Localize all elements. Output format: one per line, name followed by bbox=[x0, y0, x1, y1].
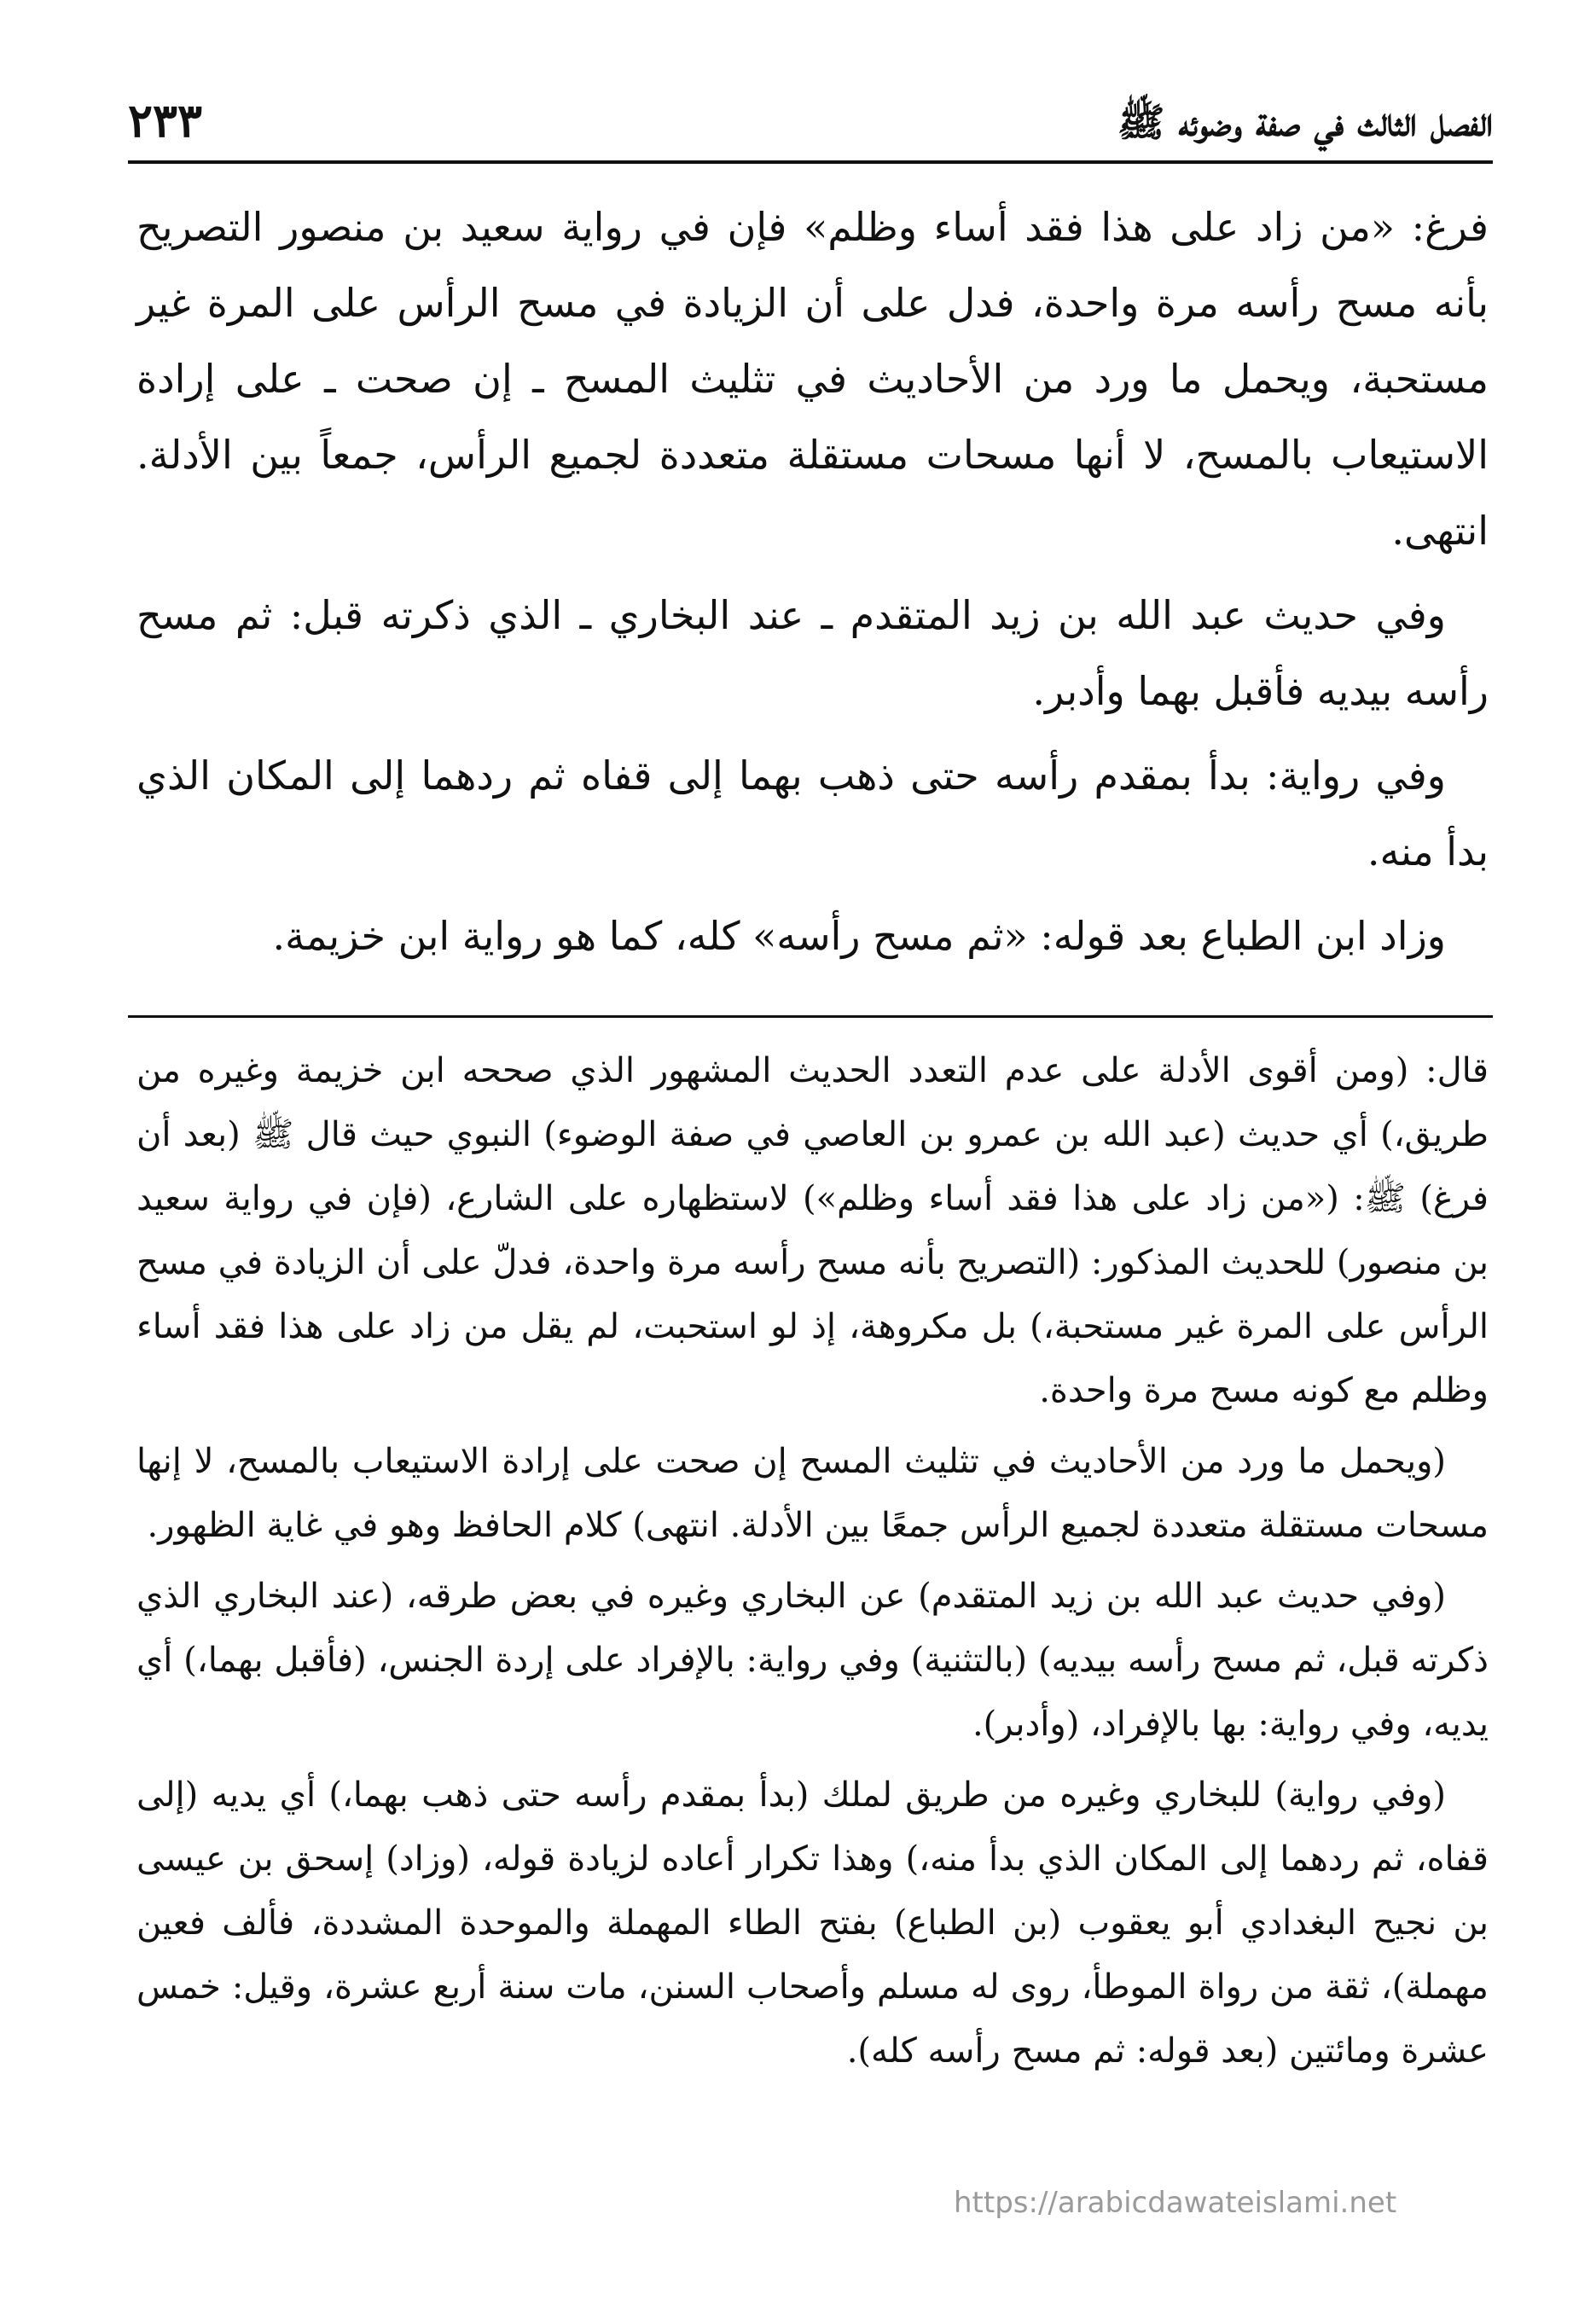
header-rule bbox=[128, 160, 1493, 164]
watermark-url: https://arabicdawateislami.net bbox=[954, 2186, 1397, 2220]
commentary-text bbox=[136, 1039, 1489, 2090]
main-paragraph: فرغ: «من زاد على هذا فقد أساء وظلم» فإن في رواية سعيد بن منصور التصريح بأنه مسح رأسه مرة واحدة، فدل على أن الزيادة في مسح الرأس على المرة غير مستحبة، ويحمل ما ورد من الأحاديث في تثليث المسح ـ إن صحت ـ على إرادة الاستيعاب بالمسح، لا أنها مسحات مستقلة متعددة لجميع الرأس، جمعاً بين الأدلة. انتهى. bbox=[136, 204, 1489, 554]
commentary-divider bbox=[128, 1015, 1493, 1018]
commentary-paragraph: (وفي حديث عبد الله بن زيد المتقدم) عن البخاري وغيره في بعض طرقه، (عند البخاري الذي ذكرته قبل، ثم مسح رأسه بيديه) (بالتثنية) وفي رواية: بالإفراد على إردة الجنس، (فأقبل بهما،) أي يديه، وفي رواية: بها بالإفراد، (وأدبر). bbox=[136, 1577, 1489, 1744]
main-text bbox=[136, 189, 1489, 983]
main-paragraph: وفي حديث عبد الله بن زيد المتقدم ـ عند البخاري ـ الذي ذكرته قبل: ثم مسح رأسه بيديه فأقبل بهما وأدبر. bbox=[136, 592, 1489, 714]
commentary-paragraph: قال: (ومن أقوى الأدلة على عدم التعدد الحديث المشهور الذي صححه ابن خزيمة وغيره من طريق،) أي حديث (عبد الله بن عمرو بن العاصي في صفة الوضوء) النبوي حيث قال ﷺ (بعد أن فرغ) ﷺ: («من زاد على هذا فقد أساء وظلم») لاستظهاره على الشارع، (فإن في رواية سعيد بن منصور) للحديث المذكور: (التصريح بأنه مسح رأسه مرة واحدة، فدلّ على أن الزيادة في مسح الرأس على المرة غير مستحبة،) بل مكروهة، إذ لو استحبت، لم يقل من زاد على هذا فقد أساء وظلم مع كونه مسح مرة واحدة. bbox=[136, 1051, 1489, 1410]
commentary-paragraph: (وفي رواية) للبخاري وغيره من طريق لملك (بدأ بمقدم رأسه حتى ذهب بهما،) أي يديه (إلى قفاه، ثم ردهما إلى المكان الذي بدأ منه،) وهذا تكرار أعاده لزيادة قوله، (وزاد) إسحق بن عيسى بن نجيح البغدادي أبو يعقوب (بن الطباع) بفتح الطاء المهملة والموحدة المشددة، فألف فعين مهملة)، ثقة من رواة الموطأ، روى له مسلم وأصحاب السنن، مات سنة أربع عشرة، وقيل: خمس عشرة ومائتين (بعد قوله: ثم مسح رأسه كله). bbox=[136, 1775, 1489, 2071]
page-header bbox=[128, 81, 1493, 158]
main-paragraph: وزاد ابن الطباع بعد قوله: «ثم مسح رأسه» كله، كما هو رواية ابن خزيمة. bbox=[272, 913, 1446, 959]
main-paragraph: وفي رواية: بدأ بمقدم رأسه حتى ذهب بهما إلى قفاه ثم ردهما إلى المكان الذي بدأ منه. bbox=[136, 752, 1489, 874]
page-number: ٢٣٣ bbox=[128, 93, 203, 148]
running-title: الفصل الثالث في صفة وضوئه ﷺ bbox=[1117, 99, 1493, 145]
commentary-paragraph: (ويحمل ما ورد من الأحاديث في تثليث المسح إن صحت على إرادة الاستيعاب بالمسح، لا إنها مسحات مستقلة متعددة لجميع الرأس جمعًا بين الأدلة. انتهى) كلام الحافظ وهو في غاية الظهور. bbox=[136, 1442, 1489, 1545]
